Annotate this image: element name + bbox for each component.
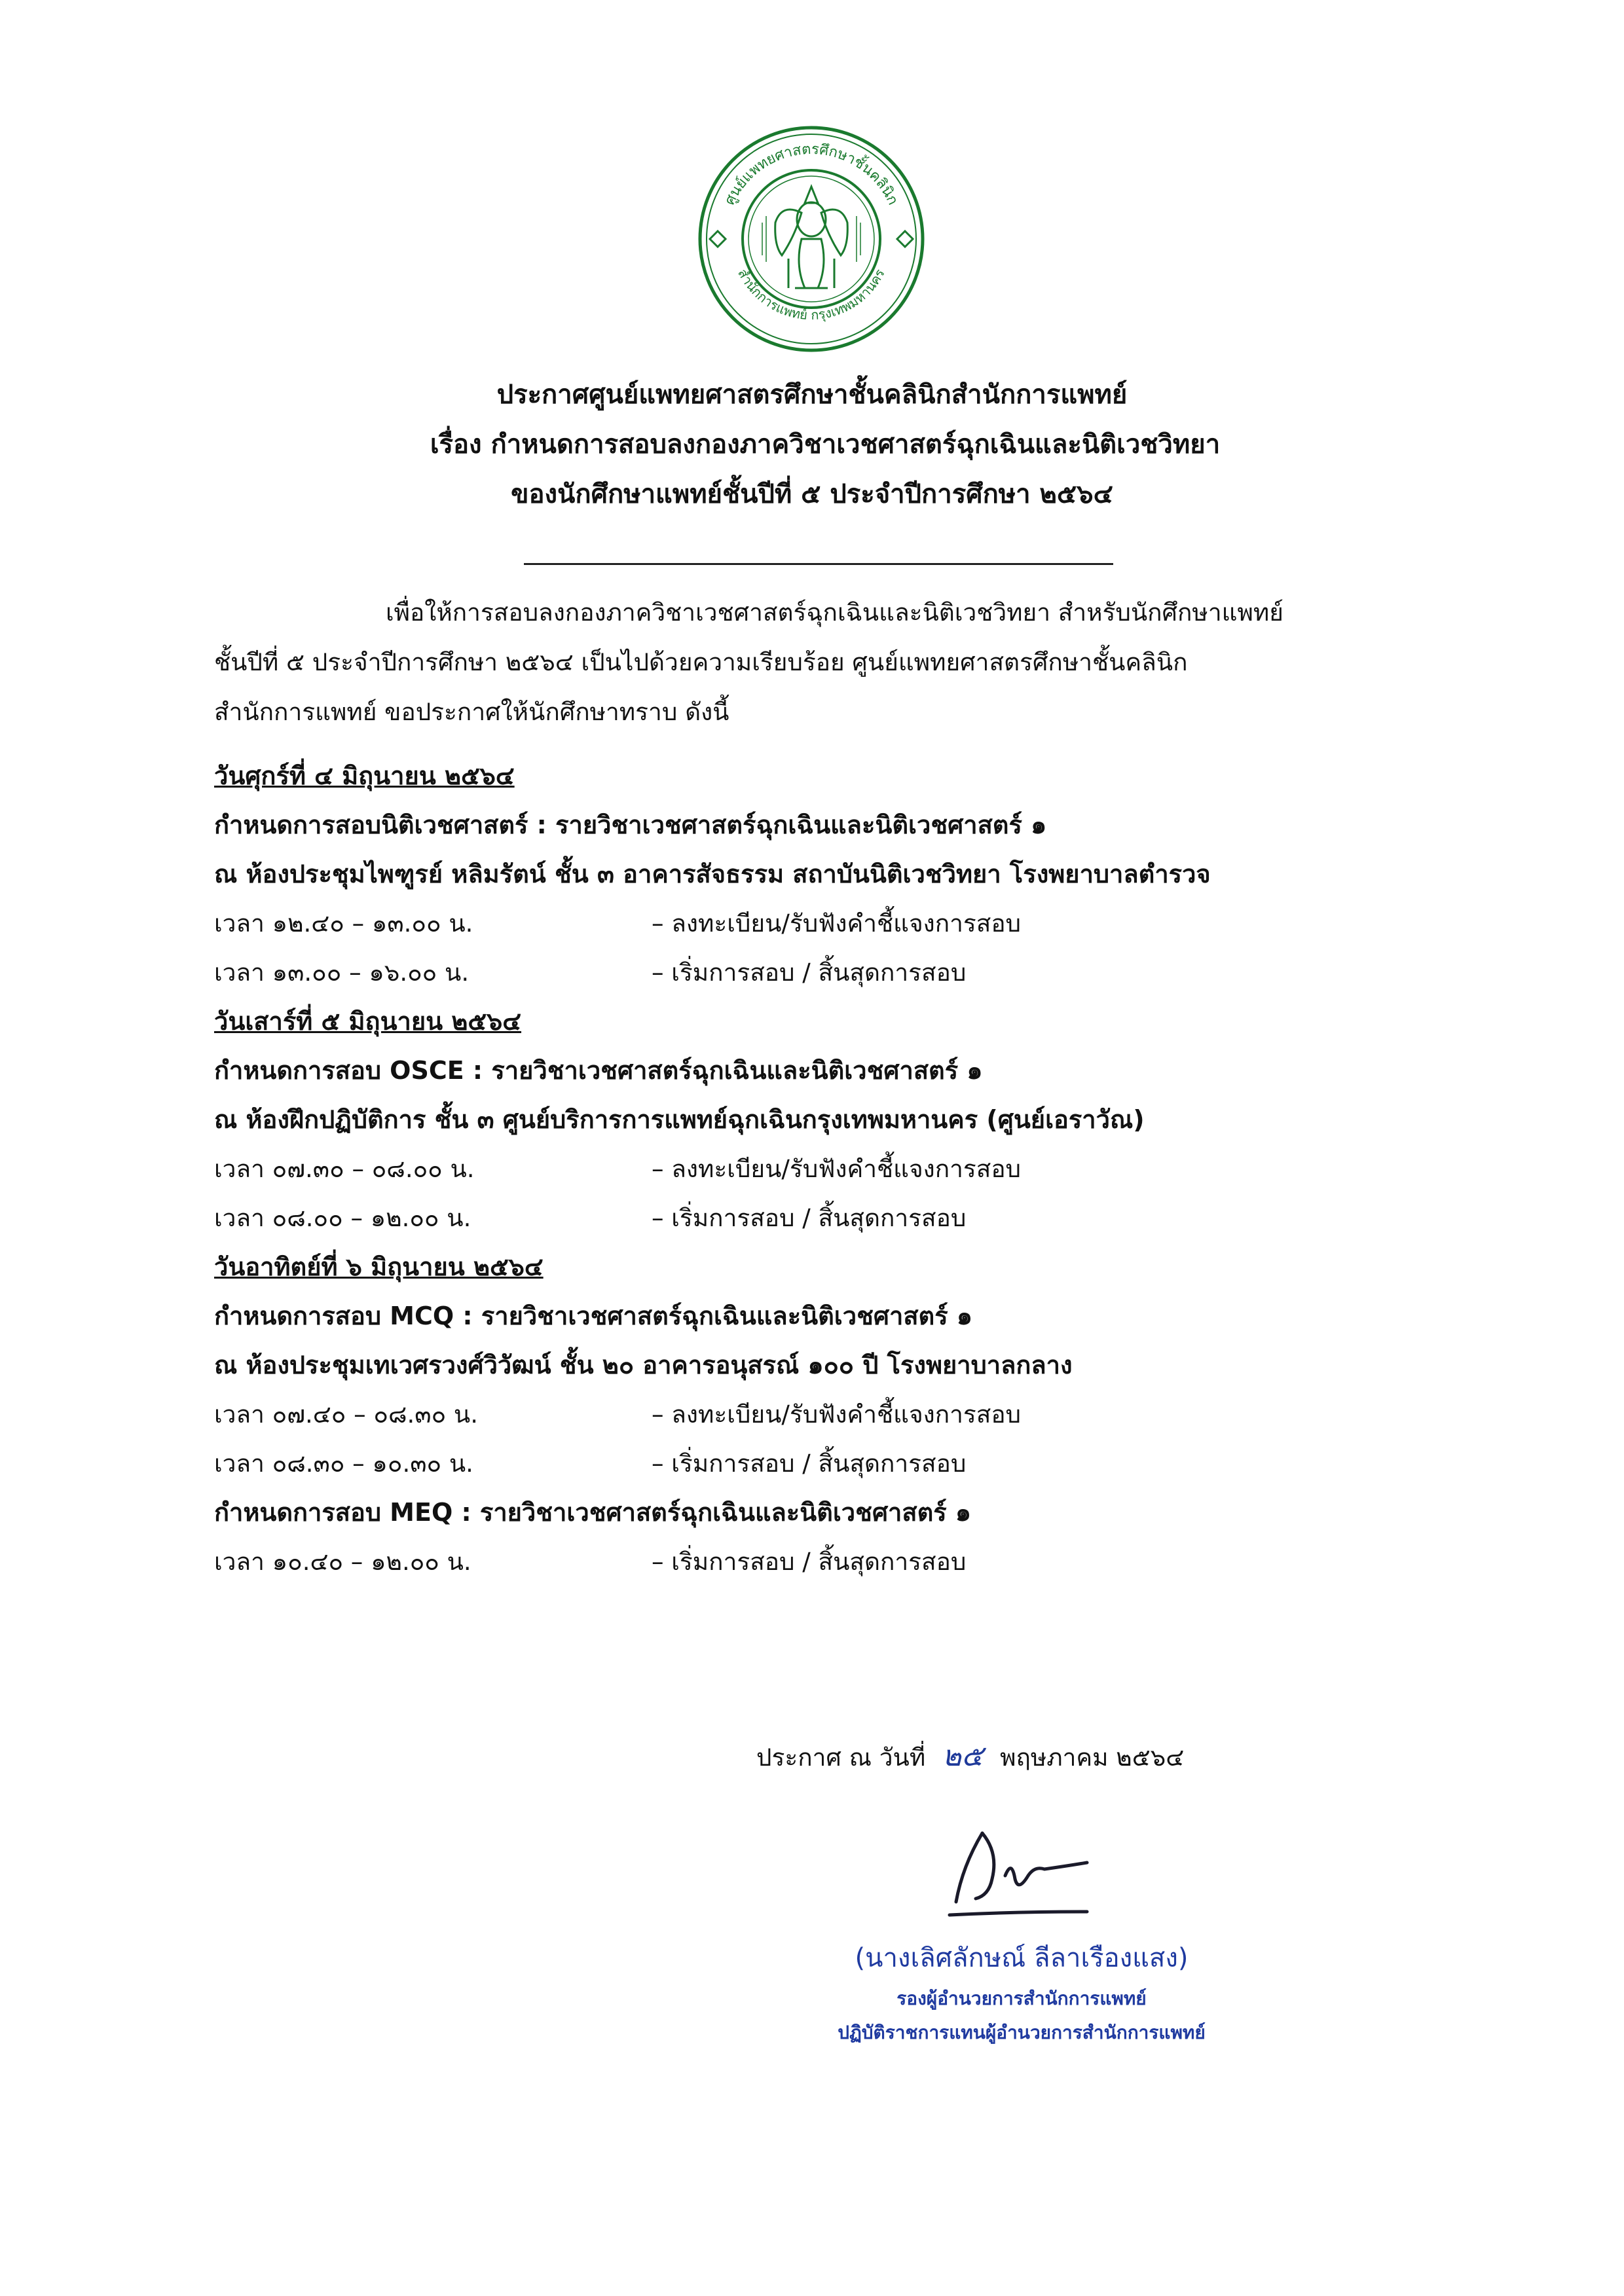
header-divider [524,563,1113,565]
day-heading: วันศุกร์ที่ ๔ มิถุนายน ๒๕๖๔ [214,761,515,790]
day-heading: วันเสาร์ที่ ๕ มิถุนายน ๒๕๖๔ [214,1007,522,1036]
signer-block [753,1935,1290,2050]
announcement-date [756,1732,1184,1783]
time-range: เวลา ๑๓.๐๐ – ๑๖.๐๐ น. [214,958,470,987]
signer-position: รองผู้อำนวยการสำนักการแพทย์ [896,1988,1147,2009]
time-range: เวลา ๐๗.๔๐ – ๐๘.๓๐ น. [214,1400,478,1429]
intro-paragraph [214,588,1412,737]
day-heading: วันอาทิตย์ที่ ๖ มิถุนายน ๒๕๖๔ [214,1252,544,1281]
exam-venue: ณ ห้องประชุมไพฑูรย์ หลิมรัตน์ ชั้น ๓ อาคารสัจธรรม สถาบันนิติเวชวิทยา โรงพยาบาลตำรวจ [214,860,1211,888]
header-subject: เรื่อง กำหนดการสอบลงกองภาควิชาเวชศาสตร์ฉุกเฉินและนิติเวชวิทยา [430,429,1221,460]
time-row [214,1439,1458,1488]
date-month-year: พฤษภาคม ๒๕๖๔ [1000,1743,1185,1772]
intro-line-1: เพื่อให้การสอบลงกองภาควิชาเวชศาสตร์ฉุกเฉินและนิติเวชวิทยา สำหรับนักศึกษาแพทย์ [386,598,1283,627]
time-row [214,1194,1458,1243]
time-row [214,1144,1458,1194]
intro-line-2: ชั้นปีที่ ๕ ประจำปีการศึกษา ๒๕๖๔ เป็นไปด้วยความเรียบร้อย ศูนย์แพทยศาสตรศึกษาชั้นคลินิก [214,648,1188,676]
signer-acting-position: ปฏิบัติราชการแทนผู้อำนวยการสำนักการแพทย์ [838,2022,1206,2043]
date-day-handwritten: ๒๕ [942,1740,984,1773]
seal-emblem [697,124,926,354]
time-activity: – เริ่มการสอบ / สิ้นสุดการสอบ [652,1548,967,1576]
time-activity: – ลงทะเบียน/รับฟังคำชี้แจงการสอบ [652,909,1022,938]
time-activity: – เริ่มการสอบ / สิ้นสุดการสอบ [652,1449,967,1478]
exam-title: กำหนดการสอบ MEQ : รายวิชาเวชศาสตร์ฉุกเฉินและนิติเวชศาสตร์ ๑ [214,1498,972,1527]
time-activity: – ลงทะเบียน/รับฟังคำชี้แจงการสอบ [652,1400,1022,1429]
announcement-header [0,370,1624,519]
exam-title: กำหนดการสอบ OSCE : รายวิชาเวชศาสตร์ฉุกเฉินและนิติเวชศาสตร์ ๑ [214,1056,983,1085]
header-line-1: ประกาศศูนย์แพทยศาสตรศึกษาชั้นคลินิกสำนักการแพทย์ [496,380,1128,410]
exam-schedule [214,752,1458,1586]
svg-text:ศูนย์แพทยศาสตรศึกษาชั้นคลินิก: ศูนย์แพทยศาสตรศึกษาชั้นคลินิก [721,141,902,208]
svg-text:สำนักการแพทย์ กรุงเทพมหานคร: สำนักการแพทย์ กรุงเทพมหานคร [735,266,888,323]
signature [936,1813,1107,1931]
time-range: เวลา ๐๘.๐๐ – ๑๒.๐๐ น. [214,1204,471,1232]
exam-title: กำหนดการสอบ MCQ : รายวิชาเวชศาสตร์ฉุกเฉินและนิติเวชศาสตร์ ๑ [214,1302,972,1330]
time-row [214,1537,1458,1586]
time-range: เวลา ๑๒.๔๐ – ๑๓.๐๐ น. [214,909,473,938]
time-activity: – เริ่มการสอบ / สิ้นสุดการสอบ [652,1204,967,1232]
header-line-3: ของนักศึกษาแพทย์ชั้นปีที่ ๕ ประจำปีการศึกษา ๒๕๖๔ [511,479,1113,509]
time-row [214,899,1458,948]
signer-name: (นางเลิศลักษณ์ ลีลาเรืองแสง) [855,1943,1189,1973]
time-row [214,948,1458,997]
time-activity: – ลงทะเบียน/รับฟังคำชี้แจงการสอบ [652,1155,1022,1183]
exam-venue: ณ ห้องฝึกปฏิบัติการ ชั้น ๓ ศูนย์บริการการแพทย์ฉุกเฉินกรุงเทพมหานคร (ศูนย์เอราวัณ) [214,1105,1145,1134]
intro-line-3: สำนักการแพทย์ ขอประกาศให้นักศึกษาทราบ ดังนี้ [214,698,729,726]
time-range: เวลา ๐๗.๓๐ – ๐๘.๐๐ น. [214,1155,475,1183]
time-range: เวลา ๐๘.๓๐ – ๑๐.๓๐ น. [214,1449,473,1478]
date-prefix: ประกาศ ณ วันที่ [756,1743,926,1772]
time-activity: – เริ่มการสอบ / สิ้นสุดการสอบ [652,958,967,987]
time-row [214,1390,1458,1439]
exam-venue: ณ ห้องประชุมเทเวศรวงศ์วิวัฒน์ ชั้น ๒๐ อาคารอนุสรณ์ ๑๐๐ ปี โรงพยาบาลกลาง [214,1351,1073,1379]
time-range: เวลา ๑๐.๔๐ – ๑๒.๐๐ น. [214,1548,471,1576]
exam-title: กำหนดการสอบนิติเวชศาสตร์ : รายวิชาเวชศาสตร์ฉุกเฉินและนิติเวชศาสตร์ ๑ [214,811,1047,839]
